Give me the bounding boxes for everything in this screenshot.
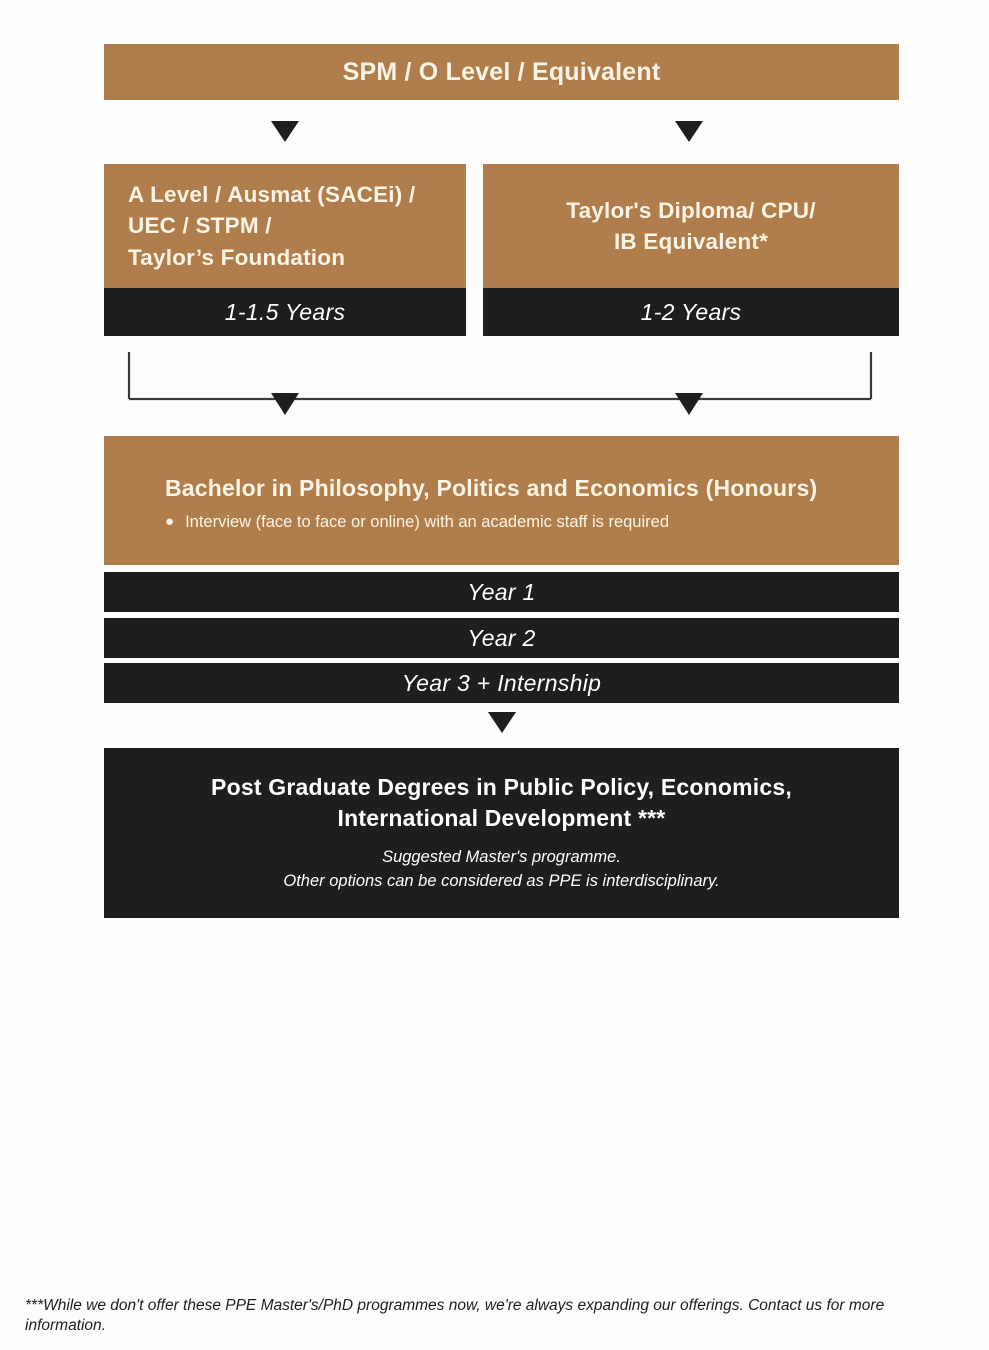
- degree-year-band-2-label: Year 2: [467, 624, 536, 651]
- entry-qualification-label: SPM / O Level / Equivalent: [342, 58, 661, 86]
- pre-university-box-alevel: [104, 164, 466, 288]
- postgraduate-title: [211, 772, 792, 834]
- pre-university-diploma-label: [566, 195, 815, 257]
- pre-university-diploma-line-2: IB Equivalent*: [613, 229, 769, 254]
- pre-university-diploma-line-1: Taylor's Diploma/ CPU/: [566, 197, 816, 223]
- pre-university-alevel-line-2: UEC / STPM /: [128, 213, 272, 239]
- bullet-icon: ●: [165, 512, 175, 530]
- bracket-connector: [0, 336, 989, 436]
- postgraduate-box: [104, 748, 899, 918]
- postgraduate-note-line-2: Other options can be considered as PPE is interdisciplinary.: [283, 872, 720, 891]
- postgraduate-title-line-2: International Development ***: [337, 805, 666, 832]
- arrow-down-icon-to-diploma: [675, 121, 703, 142]
- degree-year-band-3: [104, 663, 899, 703]
- arrow-down-icon-rail-right: [675, 393, 703, 415]
- pre-university-diploma-duration-label: 1-2 Years: [640, 298, 742, 325]
- degree-year-band-1-label: Year 1: [467, 578, 536, 605]
- pre-university-diploma-duration-band: [483, 288, 899, 336]
- footnote-text: ***While we don't offer these PPE Master's/PhD programmes now, we're always expanding our offerings. Contact us for more information.: [25, 1297, 885, 1335]
- pre-university-alevel-line-3: Taylor’s Foundation: [128, 244, 346, 270]
- postgraduate-note: [283, 846, 719, 894]
- degree-year-band-1: [104, 572, 899, 612]
- pre-university-alevel-duration-band: [104, 288, 466, 336]
- entry-qualification-box: [104, 44, 899, 100]
- bachelor-degree-title: Bachelor in Philosophy, Politics and Economics (Honours): [165, 475, 818, 502]
- bachelor-degree-box: [104, 436, 899, 565]
- bachelor-degree-requirement-row: [165, 512, 669, 533]
- pre-university-alevel-line-1: A Level / Ausmat (SACEi) /: [128, 182, 416, 208]
- arrow-down-icon-to-alevel: [271, 121, 299, 142]
- degree-year-band-3-label: Year 3 + Internship: [401, 669, 602, 696]
- degree-year-band-2: [104, 618, 899, 658]
- postgraduate-title-line-1: Post Graduate Degrees in Public Policy, Economics,: [211, 774, 792, 801]
- arrow-down-icon-to-postgraduate: [488, 712, 516, 733]
- bachelor-degree-requirement-label: Interview (face to face or online) with an academic staff is required: [185, 512, 669, 531]
- pre-university-alevel-label: [128, 179, 415, 272]
- arrow-down-icon-rail-left: [271, 393, 299, 415]
- postgraduate-note-line-1: Suggested Master's programme.: [382, 848, 621, 867]
- pre-university-box-diploma: [483, 164, 899, 288]
- pre-university-alevel-duration-label: 1-1.5 Years: [224, 298, 346, 325]
